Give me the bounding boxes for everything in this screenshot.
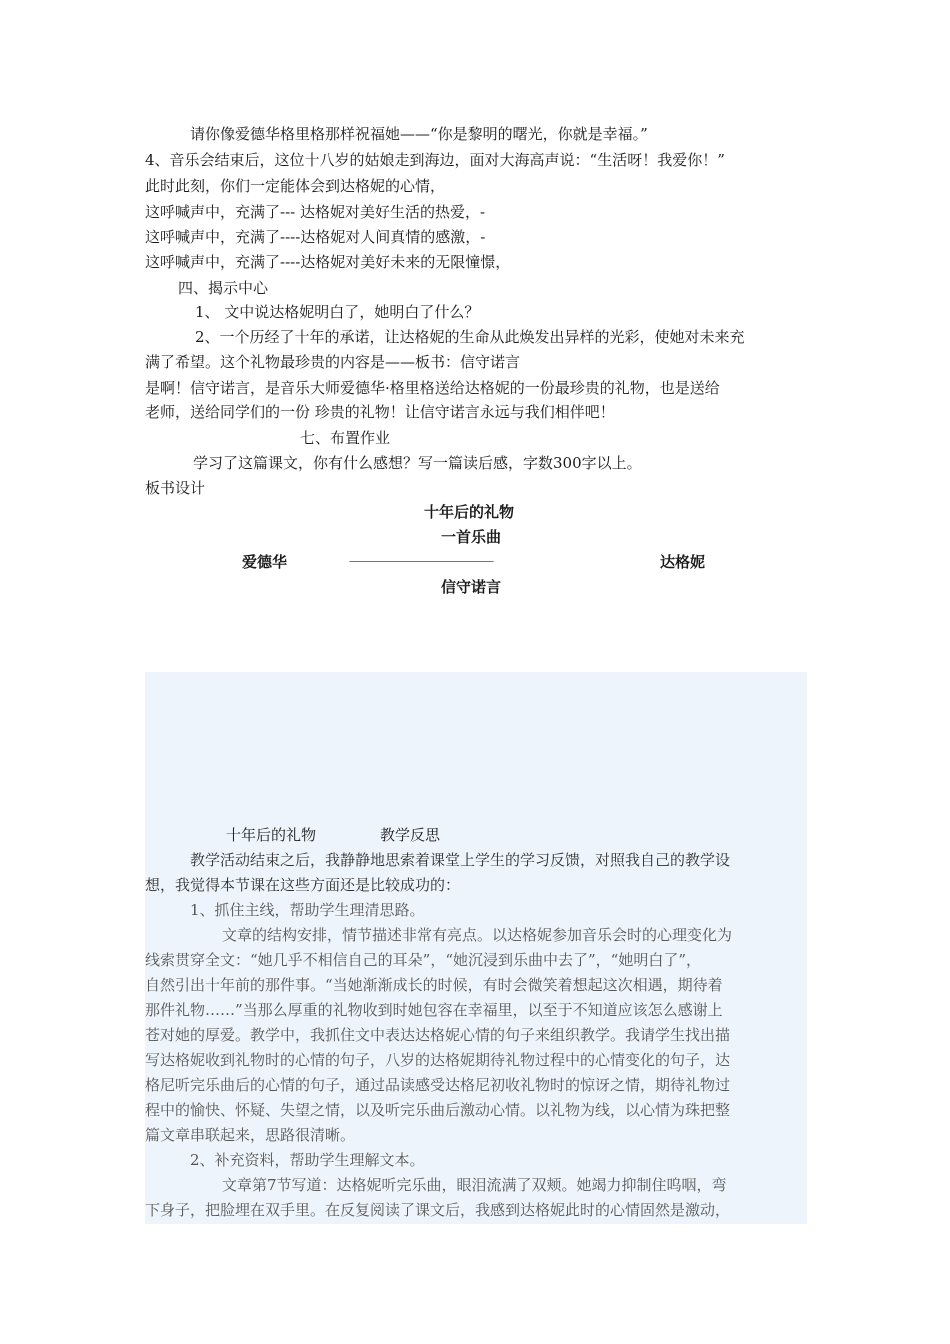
reflection-line: 苍对她的厚爱。教学中，我抓住文中表达达格妮心情的句子来组织教学。我请学生找出描 [145, 1026, 731, 1044]
text-line: 学习了这篇课文，你有什么感想？写一篇读后感，字数300字以上。 [193, 454, 642, 472]
reflection-subtitle: 教学反思 [380, 826, 441, 844]
board-left: 爱德华 [242, 553, 288, 571]
reflection-line: 自然引出十年前的那件事。“当她渐渐成长的时候，有时会微笑着想起这次相遇，期待着 [145, 976, 723, 994]
reflection-line: 下身子，把脸埋在双手里。在反复阅读了课文后，我感到达格妮此时的心情固然是激动， [145, 1201, 731, 1219]
reflection-line: 格尼听完乐曲后的心情的句子，通过品读感受达格尼初收礼物时的惊讶之情，期待礼物过 [145, 1076, 731, 1094]
board-subtitle: 一首乐曲 [441, 528, 502, 546]
text-line: 这呼喊声中，充满了--- 达格妮对美好生活的热爱，- [145, 203, 486, 221]
reflection-subheading: 2、补充资料，帮助学生理解文本。 [190, 1151, 425, 1169]
board-title: 十年后的礼物 [424, 503, 515, 521]
board-right: 达格妮 [660, 553, 706, 571]
text-line: 老师，送给同学们的一份 珍贵的礼物！让信守诺言永远与我们相伴吧！ [145, 403, 615, 421]
section-heading: 板书设计 [145, 479, 206, 497]
text-line: 满了希望。这个礼物最珍贵的内容是——板书：信守诺言 [145, 353, 521, 371]
text-line: 这呼喊声中，充满了----达格妮对人间真情的感激，- [145, 228, 486, 246]
reflection-title: 十年后的礼物 [226, 826, 317, 844]
text-line: 1、 文中说达格妮明白了，她明白了什么？ [195, 303, 480, 321]
reflection-line: 那件礼物……”当那么厚重的礼物收到时她包容在幸福里，以至于不知道应该怎么感谢上 [145, 1001, 723, 1019]
text-line: 是啊！信守诺言，是音乐大师爱德华·格里格送给达格妮的一份最珍贵的礼物，也是送给 [145, 379, 720, 397]
text-line: 这呼喊声中，充满了----达格妮对美好未来的无限憧憬， [145, 253, 511, 271]
reflection-subheading: 1、抓住主线，帮助学生理清思路。 [190, 901, 425, 919]
reflection-line: 教学活动结束之后，我静静地思索着课堂上学生的学习反馈，对照我自己的教学设 [190, 851, 731, 869]
reflection-line: 写达格妮收到礼物时的心情的句子，八岁的达格妮期待礼物过程中的心情变化的句子，达 [145, 1051, 731, 1069]
text-line: 请你像爱德华格里格那样祝福她——“你是黎明的曙光，你就是幸福。” [190, 125, 648, 143]
section-heading: 七、布置作业 [300, 429, 391, 447]
reflection-line: 想，我觉得本节课在这些方面还是比较成功的： [145, 876, 461, 894]
text-line: 4、音乐会结束后，这位十八岁的姑娘走到海边，面对大海高声说：“生活呀！我爱你！” [145, 151, 725, 169]
reflection-line: 文章第7节写道：达格妮听完乐曲，眼泪流满了双颊。她竭力抑制住呜咽，弯 [222, 1176, 727, 1194]
section-heading: 四、揭示中心 [178, 279, 269, 297]
board-bottom: 信守诺言 [441, 578, 502, 596]
reflection-line: 篇文章串联起来，思路很清晰。 [145, 1126, 356, 1144]
reflection-line: 文章的结构安排，情节描述非常有亮点。以达格妮参加音乐会时的心理变化为 [222, 926, 733, 944]
reflection-line: 线索贯穿全文：“她几乎不相信自己的耳朵”，“她沉浸到乐曲中去了”，“她明白了”， [145, 951, 702, 969]
reflection-line: 程中的愉快、怀疑、失望之情，以及听完乐曲后激动心情。以礼物为线，以心情为珠把整 [145, 1101, 731, 1119]
text-line: 此时此刻，你们一定能体会到达格妮的心情， [145, 177, 446, 195]
text-line: 2、一个历经了十年的承诺，让达格妮的生命从此焕发出异样的光彩，使她对未来充 [195, 328, 745, 346]
board-dashes: —————————————————— [349, 557, 493, 567]
